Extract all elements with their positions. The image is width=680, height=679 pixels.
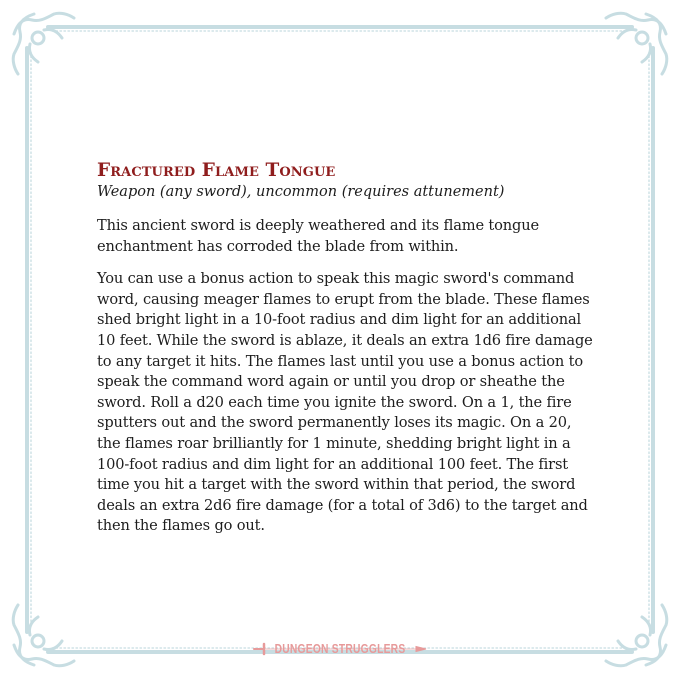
item-card	[97, 160, 597, 537]
item-title: Fractured Flame Tongue	[97, 160, 336, 181]
dungeon-strugglers-logo	[252, 639, 428, 661]
item-description-paragraph: This ancient sword is deeply weathered and its flame tongue enchantment has corroded the blade from within.	[97, 217, 539, 255]
logo-text: DUNGEON STRUGGLERS	[274, 642, 406, 656]
item-subtitle: Weapon (any sword), uncommon (requires attunement)	[97, 184, 505, 200]
item-description-paragraph: You can use a bonus action to speak this magic sword's command word, causing meager flames to erupt from the blade. These flames shed bright light in a 10-foot radius and dim light for an additional 10 feet. While the sword is ablaze, it deals an extra 1d6 fire damage to any target it hits. The flames last until you use a bonus action to speak the command word again or until you drop or sheathe the sword. Roll a d20 each time you ignite the sword. On a 1, the fire sputters out and the sword permanently loses its magic. On a 20, the flames roar brilliantly for 1 minute, shedding bright light in a 100-foot radius and dim light for an additional 100 feet. The first time you hit a target with the sword within that period, the sword deals an extra 2d6 fire damage (for a total of 3d6) to the target and then the flames go out.	[97, 270, 593, 535]
